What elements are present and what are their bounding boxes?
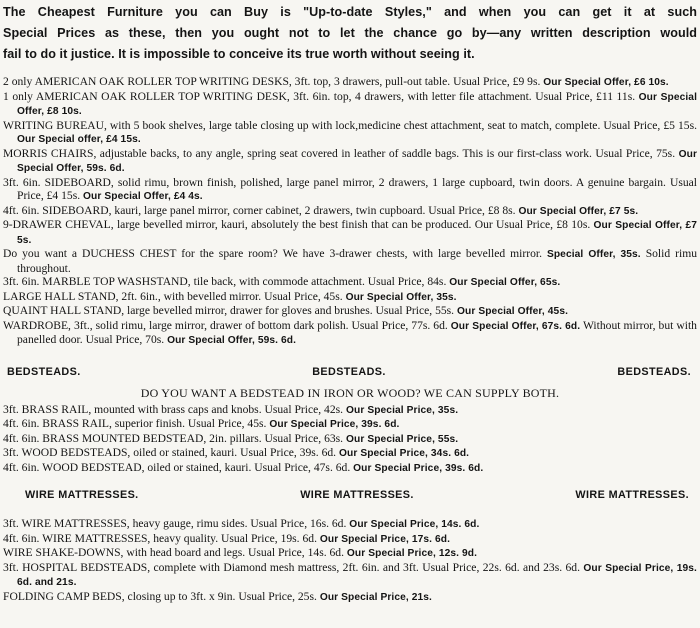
- special-offer: Our Special Offer, 45s.: [457, 306, 569, 317]
- special-price: Our Special Price, 39s. 6d.: [353, 462, 484, 474]
- list-item: Do you want a DUCHESS CHEST for the spare room? We have 3-drawer chests, with large bevelled mirror. Special Offer, 35s. Solid rimu throughout.: [3, 247, 698, 275]
- mattresses-list: [3, 517, 697, 604]
- list-item: 4ft. 6in. WIRE MATTRESSES, heavy quality. Usual Price, 19s. 6d. Our Special Price, 17s. 6d.: [3, 531, 450, 545]
- intro-line: Special Prices as these, then you ought not to let the chance go by—any written description would: [3, 26, 697, 40]
- special-offer: Our Special Offer, 65s.: [449, 277, 561, 288]
- list-item: QUAINT HALL STAND, large bevelled mirror, drawer for gloves and brushes. Usual Price, 55s. Our Special Offer, 45s.: [3, 304, 569, 317]
- intro-line: fail to do it justice. It is impossible to conceive its true worth without seeing it.: [3, 47, 475, 61]
- intro-paragraph: [3, 2, 697, 65]
- list-item: 3ft. WIRE MATTRESSES, heavy gauge, rimu sides. Usual Price, 16s. 6d. Our Special Price, 14s. 6d.: [3, 517, 480, 530]
- special-offer: Our Special Offer, 67s. 6d.: [450, 320, 581, 332]
- list-item: WRITING BUREAU, with 5 book shelves, large table closing up with lock,medicine chest attachment, seat to match, complete. Usual Price, £5 15s. Our Special offer, £4 15s.: [3, 118, 697, 145]
- furniture-list: [3, 75, 697, 348]
- list-item: 4ft. 6in. BRASS RAIL, superior finish. Usual Price, 45s. Our Special Price, 39s. 6d.: [3, 417, 400, 430]
- special-offer: Our Special Offer, £8 10s.: [17, 91, 698, 117]
- list-item: WIRE SHAKE-DOWNS, with head board and legs. Usual Price, 14s. 6d. Our Special Price, 12s. 9d.: [3, 546, 478, 559]
- special-offer: Our Special Offer, 59s. 6d.: [167, 335, 297, 346]
- intro-line: The Cheapest Furniture you can Buy is "Up-to-date Styles," and when you can get it at such: [3, 5, 697, 19]
- list-item: 3ft. BRASS RAIL, mounted with brass caps and knobs. Usual Price, 42s. Our Special Price, 35s.: [3, 402, 459, 416]
- special-price: Our Special Price, 14s. 6d.: [349, 519, 480, 530]
- bedsteads-list: [3, 403, 697, 476]
- special-price: Our Special Price, 17s. 6d.: [319, 533, 450, 545]
- special-offer: Our Special Offer, 59s. 6d.: [17, 148, 698, 174]
- section-heading: WIRE MATTRESSES.: [575, 489, 689, 501]
- special-offer: Special Offer, 35s.: [546, 249, 641, 260]
- list-item: 4ft. 6in. SIDEBOARD, kauri, large panel mirror, corner cabinet, 2 drawers, twin cupboard. Usual Price, £8 8s. Our Special Offer, £7 5s.: [3, 203, 639, 217]
- special-offer: Our Special Offer, £7 5s.: [518, 205, 639, 217]
- section-heading: BEDSTEADS.: [7, 365, 81, 378]
- special-offer: Our Special offer, £4 15s.: [17, 134, 141, 145]
- list-item: 3ft. WOOD BEDSTEADS, oiled or stained, kauri. Usual Price, 39s. 6d. Our Special Price, 34s. 6d.: [3, 446, 470, 459]
- spacer: [3, 501, 697, 517]
- list-item: 1 only AMERICAN OAK ROLLER TOP WRITING DESK, 3ft. 6in. top, 4 drawers, with letter file attachment. Usual Price, £11 11s. Our Special Offer, £8 10s.: [3, 89, 698, 117]
- list-item: 3ft. 6in. MARBLE TOP WASHSTAND, tile back, with commode attachment. Usual Price, 84s. Our Special Offer, 65s.: [3, 275, 561, 288]
- list-item: 4ft. 6in. BRASS MOUNTED BEDSTEAD, 2in. pillars. Usual Price, 63s. Our Special Price, 55s.: [3, 431, 459, 445]
- list-item: LARGE HALL STAND, 2ft. 6in., with bevelled mirror. Usual Price, 45s. Our Special Offer, 35s.: [3, 289, 457, 303]
- list-item: 3ft. HOSPITAL BEDSTEADS, complete with Diamond mesh mattress, 2ft. 6in. and 3ft. Usual Price, 22s. 6d. and 23s. 6d. Our Special Price, 19s. 6d. and 21s.: [3, 560, 697, 588]
- special-price: Our Special Price, 21s.: [319, 591, 432, 603]
- special-offer: Our Special Offer, 35s.: [345, 291, 457, 303]
- section-heading: BEDSTEADS.: [617, 365, 691, 378]
- special-price: Our Special Price, 34s. 6d.: [338, 448, 470, 459]
- bedsteads-headings: [3, 366, 697, 378]
- list-item: 9-DRAWER CHEVAL, large bevelled mirror, kauri, absolutely the best finish that can be produced. Our Usual Price, £8 10s. Our Special Offer, £7 5s.: [3, 218, 698, 246]
- list-item: 3ft. 6in. SIDEBOARD, solid rimu, brown finish, polished, large panel mirror, 2 drawers, 1 large cupboard, twin doors. A genuine bargain. Usual Price, £4 15s. Our Special Offer, £4 4s.: [3, 175, 697, 202]
- special-offer: Our Special Offer, £4 4s.: [83, 191, 203, 202]
- section-heading: BEDSTEADS.: [312, 365, 386, 378]
- list-item: 4ft. 6in. WOOD BEDSTEAD, oiled or stained, kauri. Usual Price, 47s. 6d. Our Special Price, 39s. 6d.: [3, 460, 484, 474]
- special-offer: Our Special Offer, £7 5s.: [17, 220, 698, 246]
- section-heading: WIRE MATTRESSES.: [300, 489, 414, 501]
- special-offer: Our Special Offer, £6 10s.: [543, 77, 669, 88]
- bedsteads-subheading: DO YOU WANT A BEDSTEAD IN IRON OR WOOD? WE CAN SUPPLY BOTH.: [140, 385, 560, 400]
- list-item: MORRIS CHAIRS, adjustable backs, to any angle, spring seat covered in leather of saddle bags. This is our first-class work. Usual Price, 75s. Our Special Offer, 59s. 6d.: [3, 146, 698, 174]
- special-price: Our Special Price, 19s. 6d. and 21s.: [17, 562, 697, 588]
- list-item: WARDROBE, 3ft., solid rimu, large mirror, drawer of bottom dark polish. Usual Price, 77s. 6d. Our Special Offer, 67s. 6d. Without mirror, but with panelled door. Usual Price, 70s. Our Special Offer, 59s. 6d.: [3, 318, 697, 346]
- section-heading: WIRE MATTRESSES.: [25, 489, 139, 501]
- special-price: Our Special Price, 35s.: [345, 404, 459, 416]
- mattresses-headings: [3, 489, 697, 501]
- list-item: 2 only AMERICAN OAK ROLLER TOP WRITING DESKS, 3ft. top, 3 drawers, pull-out table. Usual Price, £9 9s. Our Special Offer, £6 10s.: [3, 75, 669, 88]
- list-item: FOLDING CAMP BEDS, closing up to 3ft. x 9in. Usual Price, 25s. Our Special Price, 21s.: [3, 589, 432, 603]
- special-price: Our Special Price, 39s. 6d.: [269, 419, 400, 430]
- special-price: Our Special Price, 55s.: [346, 433, 459, 445]
- special-price: Our Special Price, 12s. 9d.: [346, 548, 478, 559]
